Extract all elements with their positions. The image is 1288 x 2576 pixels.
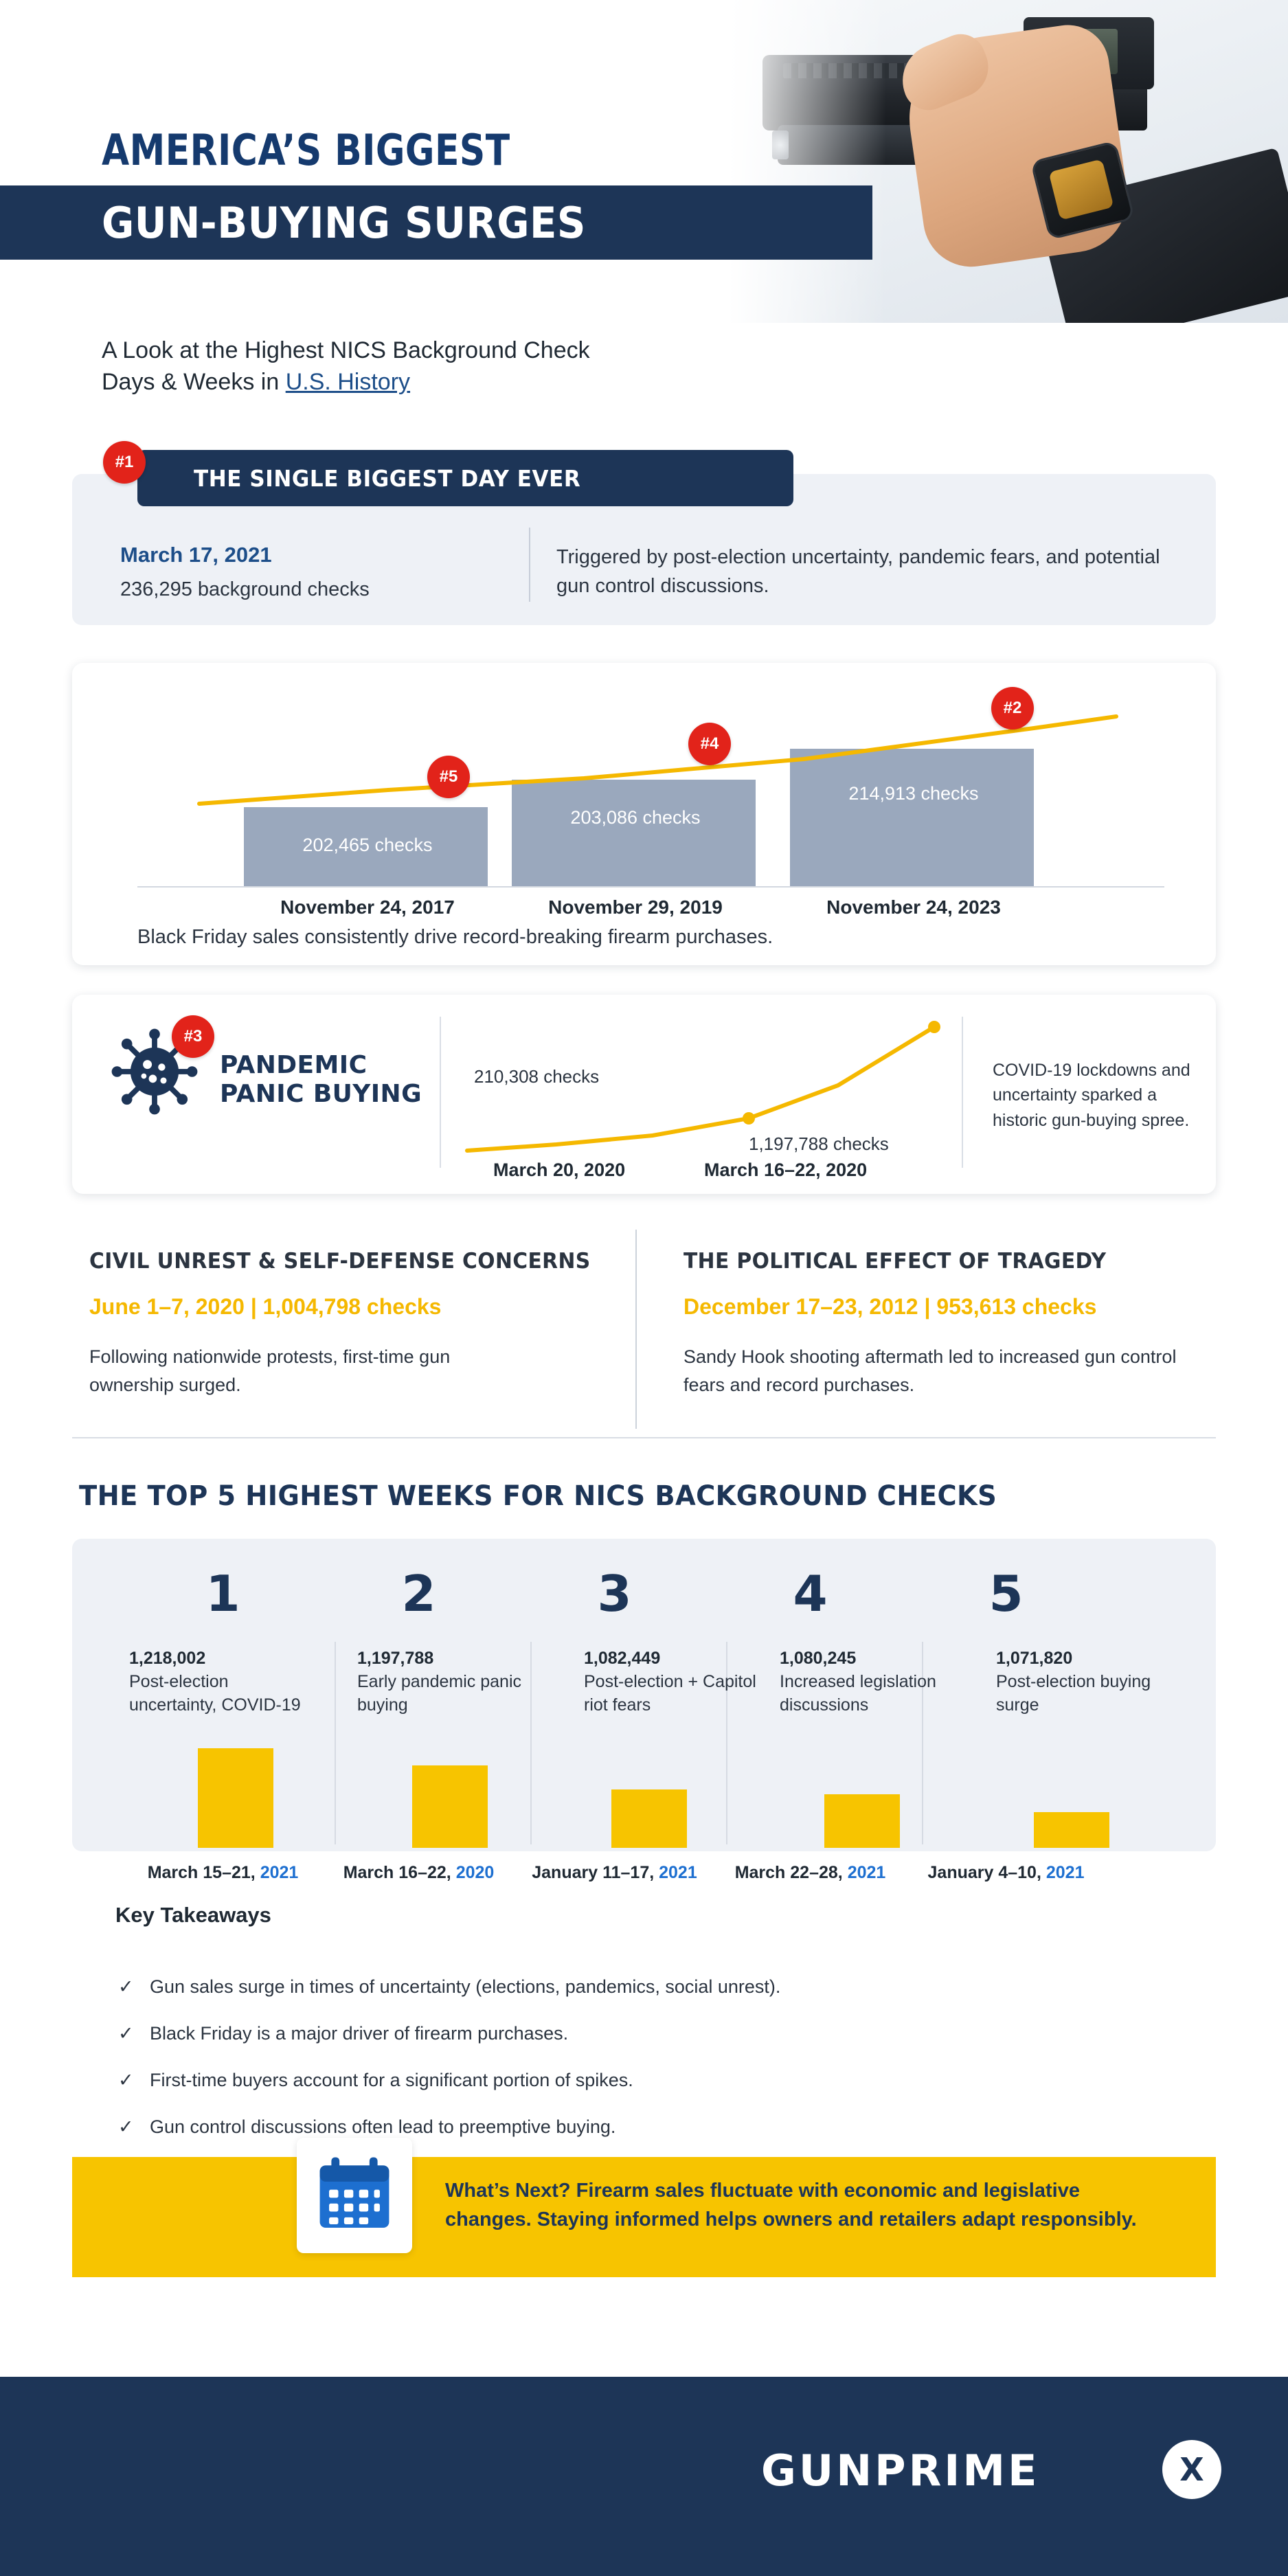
- rank-badge-4: #4: [688, 723, 731, 765]
- calendar-icon: [297, 2138, 412, 2253]
- rank-badge-3: #3: [172, 1015, 214, 1058]
- biggest-day-date: March 17, 2021: [120, 543, 272, 567]
- top5-desc-5: Post-election buying surge: [996, 1672, 1151, 1715]
- top5-date-1-year: 2021: [260, 1863, 299, 1882]
- top5-date-4-year: 2021: [847, 1863, 886, 1882]
- top5-title: THE TOP 5 HIGHEST WEEKS FOR NICS BACKGROUND CHECKS: [79, 1480, 997, 1512]
- top5-value-4: 1,080,245: [780, 1649, 857, 1668]
- cta-text: What’s Next? Firearm sales fluctuate with economic and legislative changes. Staying informed helps owners and retailers adapt responsibly.: [445, 2180, 1137, 2231]
- bf-bar-label-1: 203,086 checks: [570, 807, 701, 828]
- top5-date-1: [109, 1863, 337, 1883]
- top5-desc-2: Early pandemic panic buying: [357, 1672, 522, 1715]
- subtitle-line2: Days & Weeks in: [102, 368, 286, 395]
- top5-bar-4: [824, 1794, 900, 1848]
- divider: [962, 1017, 963, 1168]
- biggest-day-heading-pill: [137, 450, 793, 506]
- top5-desc-4: Increased legislation discussions: [780, 1672, 936, 1715]
- top5-date-1-prefix: March 15–21,: [147, 1863, 260, 1882]
- top5-desc-3: Post-election + Capitol riot fears: [584, 1672, 756, 1715]
- check-icon: ✓: [118, 1976, 134, 1997]
- political-effect-body: Sandy Hook shooting aftermath led to increased gun control fears and record purchases.: [683, 1346, 1177, 1395]
- bf-xlabel-0: November 24, 2017: [280, 896, 455, 918]
- rank-badge-5: #5: [427, 756, 470, 798]
- rifle-photo: [0, 2287, 859, 2514]
- civil-unrest-stat: June 1–7, 2020 | 1,004,798 checks: [89, 1294, 442, 1319]
- top5-bar-2: [412, 1765, 488, 1848]
- page-title-line2: GUN-BUYING SURGES: [102, 198, 586, 248]
- biggest-day-heading: THE SINGLE BIGGEST DAY EVER: [194, 464, 581, 492]
- check-icon: ✓: [118, 2116, 134, 2137]
- top5-rank-4: 4: [793, 1565, 828, 1623]
- key-takeaway-item-2: Black Friday is a major driver of firearm purchases.: [150, 2023, 569, 2044]
- pandemic-note: COVID-19 lockdowns and uncertainty sparked a historic gun-buying spree.: [993, 1061, 1190, 1130]
- divider: [635, 1230, 637, 1429]
- top5-rank-3: 3: [597, 1565, 632, 1623]
- page-subtitle: [102, 335, 789, 398]
- divider: [440, 1017, 441, 1168]
- civil-unrest-heading: CIVIL UNREST & SELF-DEFENSE CONCERNS: [89, 1249, 591, 1274]
- pandemic-title-line1: PANDEMIC: [220, 1051, 368, 1079]
- black-friday-caption: Black Friday sales consistently drive record-breaking firearm purchases.: [137, 926, 773, 948]
- top5-desc-1: Post-election uncertainty, COVID-19: [129, 1672, 301, 1715]
- bf-xlabel-2: November 24, 2023: [826, 896, 1001, 918]
- political-effect-heading: THE POLITICAL EFFECT OF TRAGEDY: [683, 1249, 1107, 1274]
- brand-logo-text: GUNPRIME: [761, 2445, 1040, 2496]
- bf-bar-label-0: 202,465 checks: [302, 835, 433, 855]
- divider: [529, 528, 530, 602]
- top5-date-5-prefix: January 4–10,: [927, 1863, 1046, 1882]
- check-icon: ✓: [118, 2070, 134, 2090]
- divider: [72, 1437, 1216, 1438]
- pandemic-value-2: 1,197,788 checks: [749, 1133, 889, 1154]
- brand-logo-x: X: [1179, 2451, 1204, 2488]
- civil-unrest-body: Following nationwide protests, first-time gun ownership surged.: [89, 1346, 451, 1395]
- pandemic-xlabel-2: March 16–22, 2020: [704, 1160, 868, 1180]
- top5-date-4: [696, 1863, 925, 1883]
- key-takeaway-item-1: Gun sales surge in times of uncertainty (elections, pandemics, social unrest).: [150, 1976, 781, 1997]
- subtitle-line1: A Look at the Highest NICS Background Check: [102, 337, 590, 363]
- top5-date-2: [304, 1863, 533, 1883]
- page-title-line1: AMERICA’S BIGGEST: [102, 125, 510, 175]
- political-effect-stat: December 17–23, 2012 | 953,613 checks: [683, 1294, 1097, 1319]
- bf-trend-line: [72, 663, 1216, 965]
- top5-value-3: 1,082,449: [584, 1649, 661, 1668]
- cta-icon-box: [297, 2138, 412, 2253]
- top5-bar-1: [198, 1748, 273, 1848]
- top5-rank-5: 5: [988, 1565, 1024, 1623]
- top5-rank-2: 2: [401, 1565, 436, 1623]
- check-icon: ✓: [118, 2023, 134, 2044]
- key-takeaways-title: Key Takeaways: [115, 1903, 271, 1927]
- pandemic-title: [220, 1051, 422, 1109]
- top5-value-2: 1,197,788: [357, 1649, 434, 1668]
- hero-section: [0, 0, 1288, 323]
- top5-date-5-year: 2021: [1046, 1863, 1085, 1882]
- top5-date-3-year: 2021: [659, 1863, 697, 1882]
- pandemic-title-line2: PANIC BUYING: [220, 1080, 422, 1109]
- subtitle-link[interactable]: U.S. History: [285, 368, 411, 395]
- top5-date-2-prefix: March 16–22,: [343, 1863, 456, 1882]
- pandemic-value-1: 210,308 checks: [474, 1066, 600, 1087]
- handgun-photo: [728, 0, 1288, 323]
- top5-value-5: 1,071,820: [996, 1649, 1073, 1668]
- top5-rank-1: 1: [205, 1565, 240, 1623]
- top5-date-3-prefix: January 11–17,: [532, 1863, 659, 1882]
- top5-date-5: [892, 1863, 1120, 1883]
- biggest-day-note: Triggered by post-election uncertainty, pandemic fears, and potential gun control discussions.: [556, 546, 1160, 598]
- top5-date-3: [500, 1863, 729, 1883]
- pandemic-xlabel-1: March 20, 2020: [493, 1160, 626, 1180]
- biggest-day-checks: 236,295 background checks: [120, 578, 370, 600]
- top5-value-1: 1,218,002: [129, 1649, 206, 1668]
- top5-bar-5: [1034, 1812, 1109, 1848]
- top5-bar-3: [611, 1789, 687, 1848]
- top5-date-4-prefix: March 22–28,: [734, 1863, 848, 1882]
- key-takeaway-item-3: First-time buyers account for a significant portion of spikes.: [150, 2070, 633, 2090]
- rank-badge-2: #2: [991, 687, 1034, 730]
- key-takeaway-item-4: Gun control discussions often lead to preemptive buying.: [150, 2116, 616, 2137]
- top5-date-2-year: 2020: [455, 1863, 495, 1882]
- bf-bar-label-2: 214,913 checks: [848, 783, 979, 804]
- divider: [335, 1642, 336, 1844]
- bf-xlabel-1: November 29, 2019: [548, 896, 723, 918]
- rank-badge-1: #1: [103, 441, 146, 484]
